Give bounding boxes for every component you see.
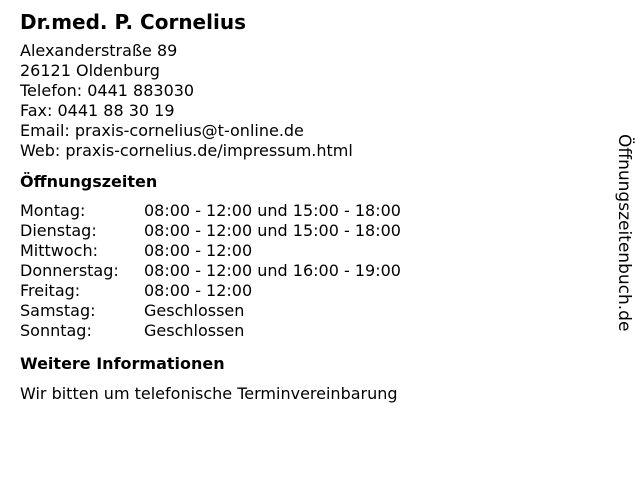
hours-day: Montag:	[20, 201, 86, 220]
more-info-text: Wir bitten um telefonische Terminvereinbarung	[20, 384, 398, 403]
hours-day: Freitag:	[20, 281, 81, 300]
practice-name: Dr.med. P. Cornelius	[20, 10, 246, 34]
site-brand-vertical: Öffnungszeitenbuch.de	[614, 134, 634, 332]
hours-row-monday	[20, 201, 600, 221]
web-line: Web: praxis-cornelius.de/impressum.html	[20, 141, 353, 160]
hours-day: Mittwoch:	[20, 241, 98, 260]
hours-day: Samstag:	[20, 301, 96, 320]
hours-time: 08:00 - 12:00 und 15:00 - 18:00	[144, 221, 401, 240]
hours-time: 08:00 - 12:00 und 15:00 - 18:00	[144, 201, 401, 220]
hours-time: 08:00 - 12:00 und 16:00 - 19:00	[144, 261, 401, 280]
opening-hours-heading: Öffnungszeiten	[20, 172, 158, 191]
address-street: Alexanderstraße 89	[20, 41, 178, 60]
fax-line: Fax: 0441 88 30 19	[20, 101, 175, 120]
more-info-heading: Weitere Informationen	[20, 354, 225, 373]
phone-line: Telefon: 0441 883030	[20, 81, 195, 100]
hours-time: 08:00 - 12:00	[144, 281, 253, 300]
address-city: 26121 Oldenburg	[20, 61, 160, 80]
hours-row-tuesday	[20, 221, 600, 241]
hours-row-wednesday	[20, 241, 600, 261]
hours-time: Geschlossen	[144, 301, 245, 320]
hours-row-sunday	[20, 321, 600, 341]
hours-day: Dienstag:	[20, 221, 97, 240]
opening-hours-table	[20, 201, 600, 341]
practice-card	[20, 9, 600, 404]
hours-time: 08:00 - 12:00	[144, 241, 253, 260]
hours-day: Sonntag:	[20, 321, 92, 340]
email-line: Email: praxis-cornelius@t-online.de	[20, 121, 304, 140]
hours-time: Geschlossen	[144, 321, 245, 340]
hours-row-saturday	[20, 301, 600, 321]
hours-row-friday	[20, 281, 600, 301]
hours-day: Donnerstag:	[20, 261, 119, 280]
contact-block	[20, 41, 600, 161]
hours-row-thursday	[20, 261, 600, 281]
